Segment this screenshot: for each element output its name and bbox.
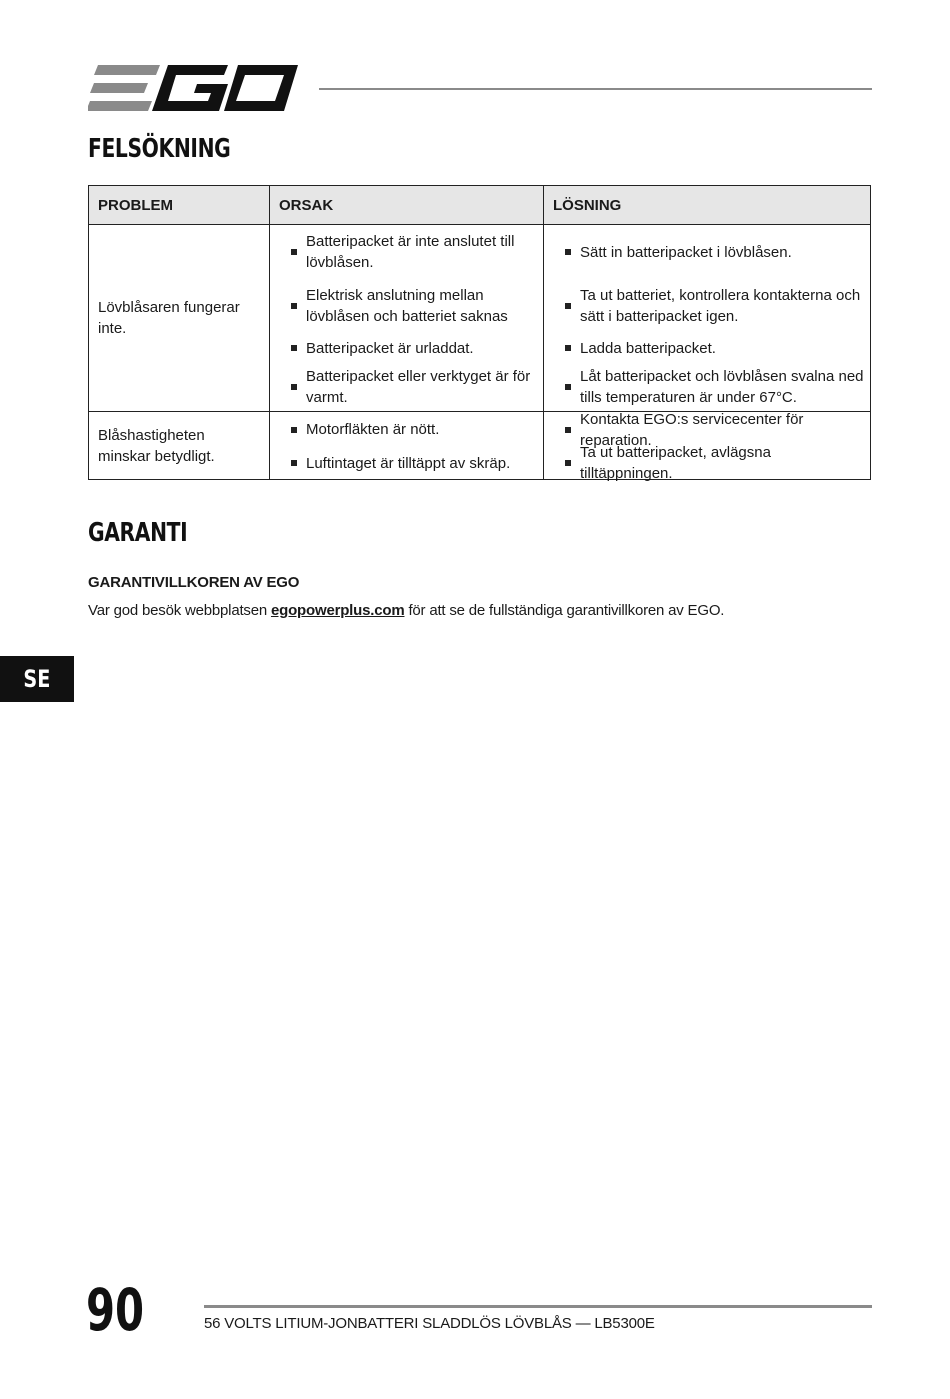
square-bullet-icon [291,303,297,309]
column-header-problem: PROBLEM [89,186,270,225]
cause-text: Batteripacket eller verktyget är för varmt. [306,368,531,406]
list-item [270,412,543,447]
ego-logo [88,63,300,113]
list-item [270,279,543,333]
square-bullet-icon [291,427,297,433]
solution-text: Låt batteripacket och lövblåsen svalna ned tills temperaturen är under 67°C. [580,368,864,406]
language-tab [0,656,74,702]
cause-text: Batteripacket är inte anslutet till lövblåsen. [306,233,515,271]
list-item [544,279,870,333]
troubleshooting-title: FELSÖKNING [88,134,231,164]
square-bullet-icon [291,384,297,390]
solution-text: Kontakta EGO:s servicecenter för reparation. [580,410,804,449]
table-row [89,225,871,412]
square-bullet-icon [565,303,571,309]
square-bullet-icon [565,249,571,255]
column-header-cause: ORSAK [270,186,544,225]
warranty-title: GARANTI [88,518,188,548]
warranty-subtitle: GARANTIVILLKOREN AV EGO [88,574,300,591]
cause-cell [270,225,544,412]
list-item [544,363,870,411]
list-item [270,447,543,479]
list-item [544,333,870,363]
solution-cell [544,225,871,412]
cause-cell [270,412,544,480]
cause-text: Motorfläkten är nött. [306,421,440,438]
cause-text: Batteripacket är urladdat. [306,339,474,357]
solution-text: Ta ut batteriet, kontrollera kontakterna och sätt i batteripacket igen. [580,287,861,325]
square-bullet-icon [291,249,297,255]
column-header-solution: LÖSNING [544,186,871,225]
table-row [89,412,871,480]
list-item [270,333,543,363]
list-item [270,225,543,279]
cause-text: Luftintaget är tilltäppt av skräp. [306,454,511,472]
square-bullet-icon [565,345,571,351]
warranty-text [88,602,724,619]
header-rule [319,88,872,90]
square-bullet-icon [565,427,571,433]
solution-text: Ta ut batteripacket, avlägsna tilltäppningen. [580,444,771,482]
square-bullet-icon [565,384,571,390]
footer-product-line: 56 VOLTS LITIUM-JONBATTERI SLADDLÖS LÖVBLÅS — LB5300E [204,1315,655,1332]
table-header-row [89,186,871,225]
page-number: 90 [86,1276,145,1344]
problem-cell: Blåshastigheten minskar betydligt. [89,412,270,480]
cause-text: Elektrisk anslutning mellan lövblåsen och batteriet saknas [306,287,508,325]
square-bullet-icon [291,345,297,351]
solution-text: Sätt in batteripacket i lövblåsen. [580,243,792,261]
troubleshooting-table [88,185,871,480]
warranty-text-after: för att se de fullständiga garantivillkoren av EGO. [404,602,725,619]
solution-text: Ladda batteripacket. [580,339,716,357]
problem-cell: Lövblåsaren fungerar inte. [89,225,270,412]
footer-rule [204,1305,872,1308]
list-item [544,444,870,482]
solution-cell [544,412,871,480]
warranty-text-before: Var god besök webbplatsen [88,602,271,619]
square-bullet-icon [291,460,297,466]
list-item [544,225,870,279]
list-item [270,363,543,411]
warranty-link[interactable]: egopowerplus.com [270,602,405,619]
square-bullet-icon [565,460,571,466]
language-code: SE [23,665,51,693]
